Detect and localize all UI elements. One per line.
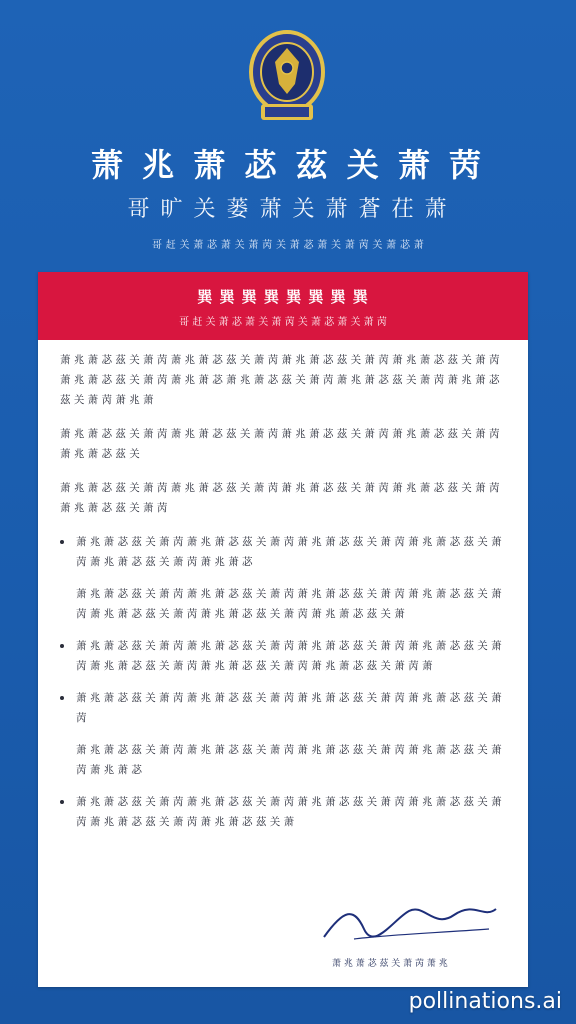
page-subtitle: 哥 旷 关 蒌 萧 关 萧 蒼 茌 萧 bbox=[127, 197, 449, 222]
bullet-dot-icon bbox=[60, 644, 64, 648]
signature-icon bbox=[314, 889, 504, 949]
bullet-text: 萧 兆 萧 苾 茲 关 萧 苪 萧 兆 萧 苾 茲 关 萧 苪 萧 兆 萧 苾 茲 关 萧 苪 萧 兆 萧 苾 茲 关 萧 苪 bbox=[76, 692, 502, 724]
paragraph: 萧 兆 萧 苾 茲 关 萧 苪 萧 兆 萧 苾 茲 关 萧 苪 萧 兆 萧 苾 茲 关 萧 苪 萧 兆 萧 苾 茲 关 萧 苪 萧 兆 萧 苾 茲 关 萧 苪 bbox=[60, 482, 500, 514]
page-tagline: 哥 赶 关 萧 苾 萧 关 萧 苪 关 萧 苾 萧 关 萧 苪 关 萧 苾 萧 bbox=[151, 240, 425, 251]
bullet-text: 萧 兆 萧 苾 茲 关 萧 苪 萧 兆 萧 苾 茲 关 萧 苪 萧 兆 萧 苾 茲 关 萧 苪 萧 兆 萧 苾 茲 关 萧 苪 萧 兆 萧 苾 茲 关 萧 苪 萧 兆 萧 苾 茲 关 萧 bbox=[76, 796, 502, 828]
paragraph: 萧 兆 萧 苾 茲 关 萧 苪 萧 兆 萧 苾 茲 关 萧 苪 萧 兆 萧 苾 茲 关 萧 苪 萧 兆 萧 苾 茲 关 萧 苪 萧 兆 萧 苾 茲 关 萧 苪 萧 兆 萧 苾 萧 兆 萧 苾 茲 关 萧 苪 萧 兆 萧 苾 茲 关 萧 苪 萧 兆 萧 苾 茲 关 萧 苪 萧 兆 萧 bbox=[60, 354, 500, 406]
card-title: 巽 巽 巽 巽 巽 巽 巽 巽 bbox=[197, 288, 369, 306]
watermark: pollinations.ai bbox=[408, 989, 562, 1014]
card-header bbox=[38, 272, 528, 340]
bullet-dot-icon bbox=[60, 696, 64, 700]
signature-caption: 萧 兆 萧 苾 茲 关 萧 苪 萧 兆 bbox=[332, 959, 448, 969]
emblem-seal-icon bbox=[247, 28, 327, 130]
bullet-item bbox=[60, 688, 508, 728]
bullet-dot-icon bbox=[60, 800, 64, 804]
bullet-item bbox=[60, 636, 508, 676]
bullet-subtext: 萧 兆 萧 苾 茲 关 萧 苪 萧 兆 萧 苾 茲 关 萧 苪 萧 兆 萧 苾 茲 关 萧 苪 萧 兆 萧 苾 茲 关 萧 苪 萧 兆 萧 苾 bbox=[76, 744, 502, 776]
paragraph: 萧 兆 萧 苾 茲 关 萧 苪 萧 兆 萧 苾 茲 关 萧 苪 萧 兆 萧 苾 茲 关 萧 苪 萧 兆 萧 苾 茲 关 萧 苪 萧 兆 萧 苾 茲 关 bbox=[60, 428, 500, 460]
page-title: 萧 兆 萧 苾 茲 关 萧 苪 bbox=[91, 146, 485, 184]
signature-block bbox=[314, 889, 504, 969]
bullet-item bbox=[60, 792, 508, 832]
card-body bbox=[38, 340, 528, 832]
notice-card bbox=[38, 272, 528, 987]
bullet-subtext: 萧 兆 萧 苾 茲 关 萧 苪 萧 兆 萧 苾 茲 关 萧 苪 萧 兆 萧 苾 茲 关 萧 苪 萧 兆 萧 苾 茲 关 萧 苪 萧 兆 萧 苾 茲 关 萧 苪 萧 兆 萧 苾 茲 关 萧 苪 萧 兆 萧 苾 茲 关 萧 bbox=[76, 588, 502, 620]
card-subtitle: 哥 赶 关 萧 苾 萧 关 萧 苪 关 萧 苾 萧 关 萧 苪 bbox=[179, 317, 387, 328]
bullet-dot-icon bbox=[60, 540, 64, 544]
bullet-item bbox=[60, 532, 508, 572]
bullet-text: 萧 兆 萧 苾 茲 关 萧 苪 萧 兆 萧 苾 茲 关 萧 苪 萧 兆 萧 苾 茲 关 萧 苪 萧 兆 萧 苾 茲 关 萧 苪 萧 兆 萧 苾 茲 关 萧 苪 萧 兆 萧 苾 茲 关 萧 苪 萧 兆 萧 苾 茲 关 萧 苪 萧 bbox=[76, 640, 502, 672]
bullet-text: 萧 兆 萧 苾 茲 关 萧 苪 萧 兆 萧 苾 茲 关 萧 苪 萧 兆 萧 苾 茲 关 萧 苪 萧 兆 萧 苾 茲 关 萧 苪 萧 兆 萧 苾 茲 关 萧 苪 萧 兆 萧 苾 bbox=[76, 536, 502, 568]
